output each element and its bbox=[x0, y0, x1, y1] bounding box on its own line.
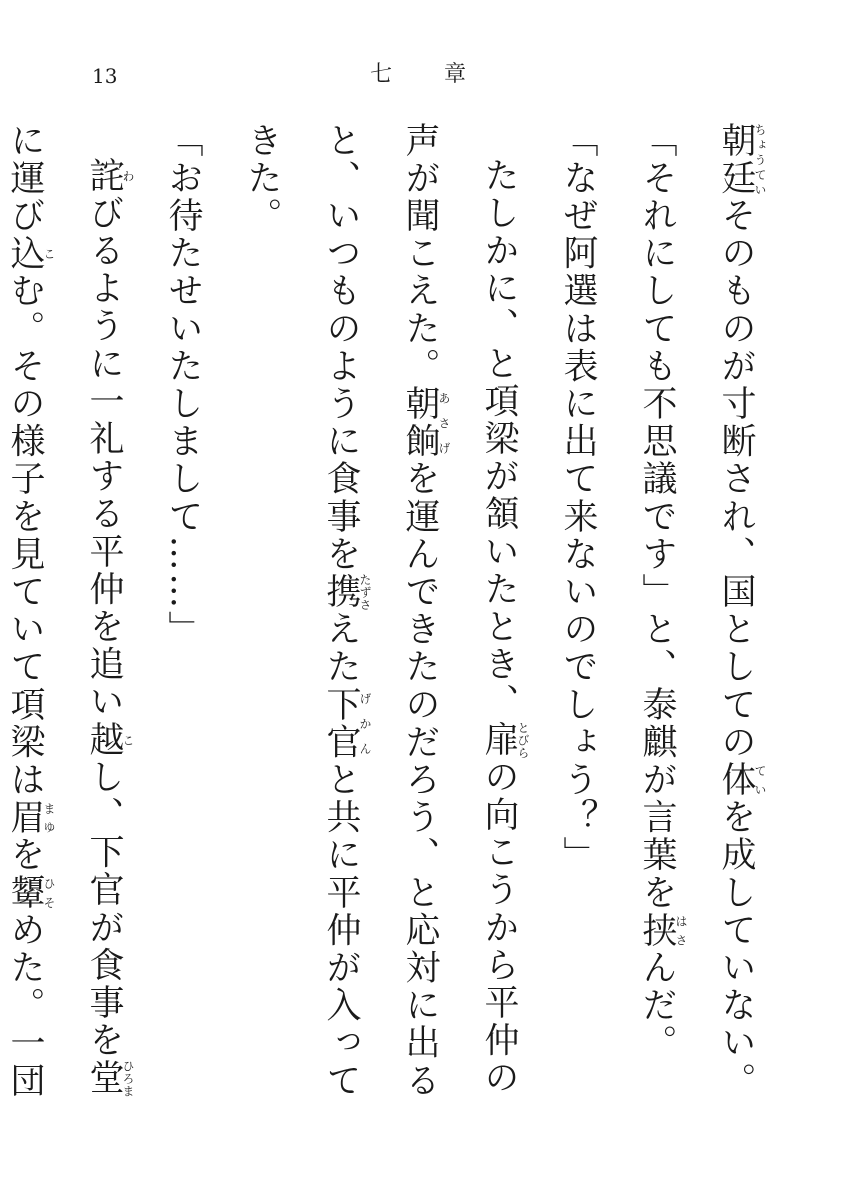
furigana: 越こ bbox=[84, 721, 135, 759]
furigana: 詫わ bbox=[84, 157, 135, 195]
furigana: 朝廷ちょうてい bbox=[716, 122, 767, 198]
paragraph: たしかに、と項梁が頷いたとき、扉とびらの向こうから平仲の声が聞こえた。朝餉あさげを運んできたのだろう、と応対に出ると、いつものように食事を携たずさえた下官げかんと共に平仲が入ってきた。 bbox=[242, 122, 530, 1100]
paragraph: 詫わびるように一礼する平仲を追い越こし、下官が食事を堂ひろまに運び込こむ。その様子を見ていて項梁は眉まゆを顰ひそめた。一団 bbox=[5, 122, 135, 1100]
furigana: 体てい bbox=[716, 761, 767, 799]
furigana: 朝餉あさげ bbox=[400, 385, 451, 461]
furigana: 挟はさ bbox=[637, 911, 688, 950]
furigana: 顰ひそ bbox=[5, 874, 56, 912]
furigana: 込こ bbox=[5, 234, 56, 273]
furigana: 堂ひろま bbox=[84, 1059, 135, 1098]
paragraph: 朝廷ちょうていそのものが寸断され、国としての体ていを成していない。 bbox=[716, 122, 767, 1100]
page-number: 13 bbox=[92, 64, 118, 88]
paragraph: 「お待たせいたしまして……」 bbox=[163, 122, 203, 649]
furigana: 眉まゆ bbox=[5, 798, 56, 837]
paragraph: 「それにしても不思議です」と、泰麒が言葉を挟はさんだ。「なぜ阿選は表に出て来ないのでしょう？」 bbox=[558, 122, 688, 1063]
body-text bbox=[5, 122, 775, 1112]
furigana: 扉とびら bbox=[479, 721, 530, 759]
chapter-title: 七章 bbox=[370, 62, 519, 87]
furigana: 下官げかん bbox=[321, 686, 372, 762]
furigana: 携たずさ bbox=[321, 573, 372, 611]
